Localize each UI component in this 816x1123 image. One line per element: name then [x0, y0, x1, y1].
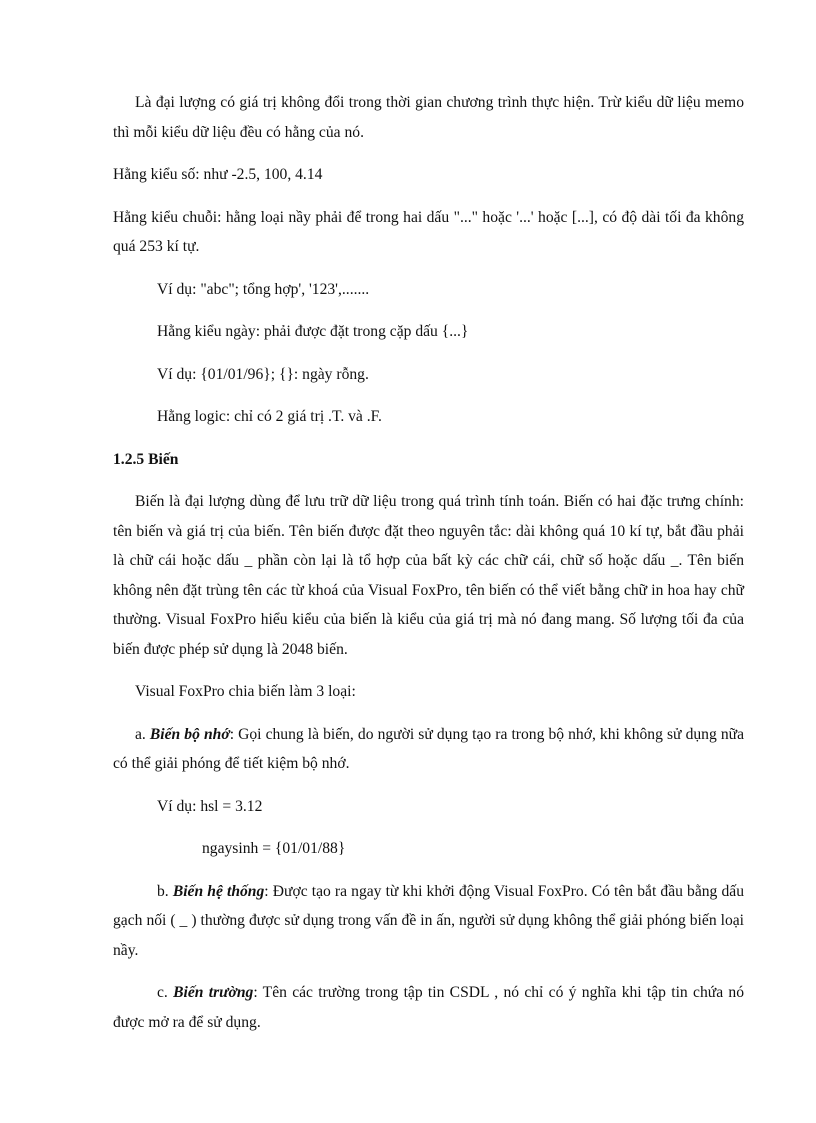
- variable-definition-paragraph: Biến là đại lượng dùng để lưu trữ dữ liệu trong quá trình tính toán. Biến có hai đặc trưng chính: tên biến và giá trị của biến. Tên biến được đặt theo nguyên tắc: dài không quá 10 kí tự, bắt đầu phải là chữ cái hoặc dấu _ phần còn lại là tổ hợp của bất kỳ các chữ cái, chữ số hoặc dấu _. Tên biến không nên đặt trùng tên các từ khoá của Visual FoxPro, tên biến có thể viết bằng chữ in hoa hay chữ thường. Visual FoxPro hiểu kiểu của biến là kiểu của giá trị mà nó đang mang. Số lượng tối đa của biến được phép sử dụng là 2048 biến.: [113, 493, 744, 658]
- memory-example-line-2: ngaysinh = {01/01/88}: [202, 840, 346, 857]
- date-example-paragraph: Ví dụ: {01/01/96}; {}: ngày rỗng.: [157, 365, 369, 383]
- string-constant-paragraph: Hằng kiểu chuỗi: hằng loại nầy phải để trong hai dấu "..." hoặc '...' hoặc [...], có độ dài tối đa không quá 253 kí tự.: [113, 208, 744, 255]
- string-example-paragraph: Ví dụ: "abc"; tổng hợp', '123',.......: [157, 280, 370, 298]
- memory-variable-prefix: a.: [135, 725, 150, 743]
- document-page: [113, 88, 744, 1050]
- field-variable-term: Biến trường: [173, 984, 254, 1001]
- section-heading: 1.2.5 Biến: [113, 450, 179, 468]
- system-variable-prefix: b.: [157, 882, 173, 900]
- date-constant-paragraph: Hằng kiểu ngày: phải được đặt trong cặp dấu {...}: [157, 323, 469, 340]
- field-variable-paragraph: [113, 978, 744, 1037]
- memory-example-paragraph: Ví dụ: hsl = 3.12: [157, 797, 263, 815]
- numeric-constant-paragraph: Hằng kiểu số: như -2.5, 100, 4.14: [113, 166, 323, 183]
- memory-variable-term: Biến bộ nhớ: [149, 725, 230, 743]
- variable-types-intro: Visual FoxPro chia biến làm 3 loại:: [135, 683, 356, 700]
- system-variable-paragraph: [113, 877, 744, 966]
- logic-constant-paragraph: Hằng logic: chỉ có 2 giá trị .T. và .F.: [157, 408, 382, 425]
- constant-definition-paragraph: Là đại lượng có giá trị không đổi trong thời gian chương trình thực hiện. Trừ kiểu dữ liệu memo thì mỗi kiểu dữ liệu đều có hằng của nó.: [113, 94, 744, 141]
- system-variable-text: : Được tạo ra ngay từ khi khởi động Visual FoxPro. Có tên bắt đầu bằng dấu gạch nối ( _ ) thường được sử dụng trong vấn đề in ấn, người sử dụng không thể giải phóng biến loại nầy.: [113, 882, 744, 959]
- system-variable-term: Biến hệ thống: [172, 882, 265, 900]
- field-variable-text: : Tên các trường trong tập tin CSDL , nó chỉ có ý nghĩa khi tập tin chứa nó được mở ra để sử dụng.: [113, 984, 744, 1031]
- memory-variable-text: : Gọi chung là biến, do người sử dụng tạo ra trong bộ nhớ, khi không sử dụng nữa có thể giải phóng để tiết kiệm bộ nhớ.: [113, 725, 745, 772]
- field-variable-prefix: c.: [157, 984, 174, 1001]
- memory-variable-paragraph: [113, 720, 744, 779]
